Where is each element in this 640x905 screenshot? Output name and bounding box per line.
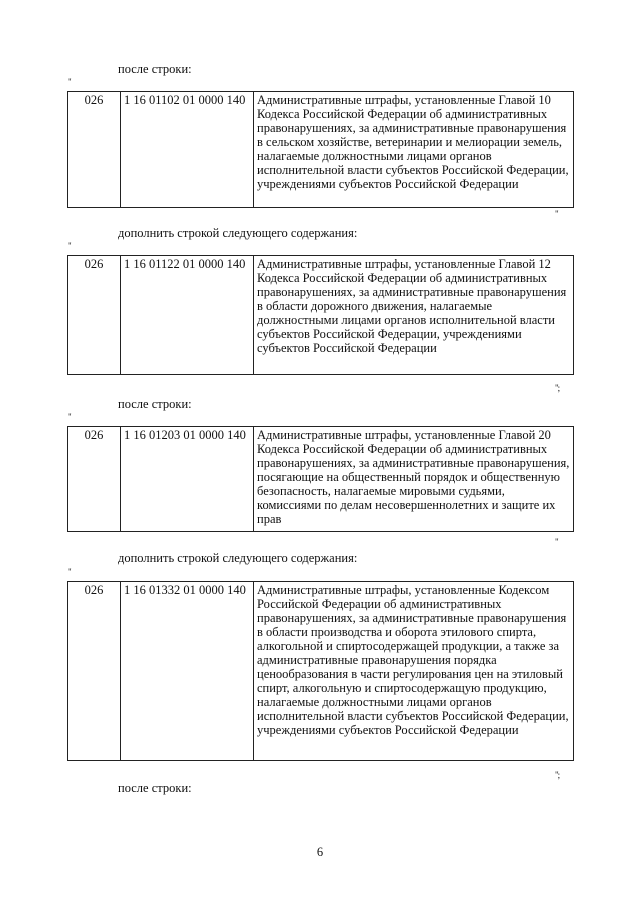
page-number: 6 <box>316 845 324 859</box>
open-quote-4: " <box>68 567 71 577</box>
budget-row-table-4 <box>67 581 574 761</box>
kbk-code-cell: 1 16 01203 01 0000 140 <box>121 427 254 532</box>
admin-code-cell: 026 <box>68 92 121 208</box>
description-cell: Административные штрафы, установленные Главой 10 Кодекса Российской Федерации об административных правонарушениях, за административные правонарушения в сельском хозяйстве, ветеринарии и мелиорации земель, налагаемые должностными лицами органов исполнительной власти субъектов Российской Федерации, учреждениями субъектов Российской Федерации <box>254 92 574 208</box>
close-quote-2: "; <box>555 383 560 393</box>
intro-text-5: после строки: <box>118 781 192 795</box>
intro-text-4: дополнить строкой следующего содержания: <box>118 551 358 565</box>
close-quote-4: "; <box>555 770 560 780</box>
close-quote-1: " <box>555 209 558 219</box>
table-row <box>68 427 574 532</box>
kbk-code-cell: 1 16 01332 01 0000 140 <box>121 582 254 761</box>
description-cell: Административные штрафы, установленные Кодексом Российской Федерации об административных правонарушениях, за административные правонарушения в области производства и оборота этилового спирта, алкогольной и спиртосодержащей продукции, а также за административные правонарушения порядка ценообразования в части регулирования цен на этиловый спирт, алкогольную и спиртосодержащую продукцию, налагаемые должностными лицами органов исполнительной власти субъектов Российской Федерации, учреждениями субъектов Российской Федерации <box>254 582 574 761</box>
kbk-code-cell: 1 16 01102 01 0000 140 <box>121 92 254 208</box>
open-quote-3: " <box>68 412 71 422</box>
kbk-code-cell: 1 16 01122 01 0000 140 <box>121 256 254 375</box>
intro-text-3: после строки: <box>118 397 192 411</box>
table-row <box>68 256 574 375</box>
admin-code-cell: 026 <box>68 427 121 532</box>
description-cell: Административные штрафы, установленные Главой 20 Кодекса Российской Федерации об административных правонарушениях, за административные правонарушения, посягающие на общественный порядок и общественную безопасность, налагаемые мировыми судьями, комиссиями по делам несовершеннолетних и защите их прав <box>254 427 574 532</box>
budget-row-table-3 <box>67 426 574 532</box>
open-quote-1: " <box>68 77 71 87</box>
intro-text-2: дополнить строкой следующего содержания: <box>118 226 358 240</box>
intro-text-1: после строки: <box>118 62 192 76</box>
budget-row-table-1 <box>67 91 574 208</box>
admin-code-cell: 026 <box>68 582 121 761</box>
table-row <box>68 92 574 208</box>
close-quote-3: " <box>555 537 558 547</box>
table-row <box>68 582 574 761</box>
budget-row-table-2 <box>67 255 574 375</box>
open-quote-2: " <box>68 241 71 251</box>
description-cell: Административные штрафы, установленные Главой 12 Кодекса Российской Федерации об административных правонарушениях, за административные правонарушения в области дорожного движения, налагаемые должностными лицами органов исполнительной власти субъектов Российской Федерации, учреждениями субъектов Российской Федерации <box>254 256 574 375</box>
admin-code-cell: 026 <box>68 256 121 375</box>
